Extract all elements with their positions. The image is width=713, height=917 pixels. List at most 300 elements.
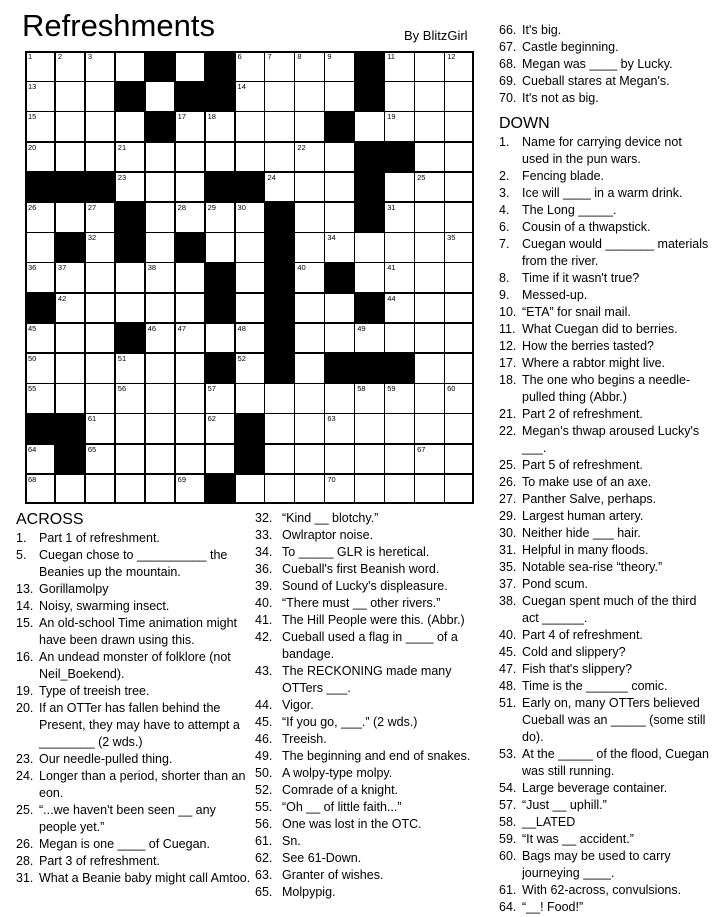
clue-item xyxy=(16,581,252,598)
grid-cell[interactable] xyxy=(294,383,324,414)
grid-cell[interactable] xyxy=(264,444,294,475)
grid-cell[interactable] xyxy=(55,142,85,173)
clue-item xyxy=(499,73,709,90)
grid-cell[interactable] xyxy=(85,111,115,142)
clue-item xyxy=(499,848,709,882)
clue-item xyxy=(499,406,709,423)
grid-block xyxy=(55,232,85,263)
grid-cell[interactable] xyxy=(25,323,55,354)
grid-cell[interactable] xyxy=(354,444,384,475)
grid-number: 18 xyxy=(207,112,216,122)
grid-cell[interactable] xyxy=(145,323,175,354)
clue-number: 49. xyxy=(255,749,273,763)
grid-cell[interactable] xyxy=(444,51,474,82)
grid-cell[interactable] xyxy=(294,51,324,82)
clue-number: 37. xyxy=(499,577,517,591)
grid-cell[interactable] xyxy=(294,202,324,233)
grid-cell[interactable] xyxy=(175,202,205,233)
clue-number: 17. xyxy=(499,356,517,370)
clue-text: Fish that's slippery? xyxy=(522,662,633,676)
grid-cell[interactable] xyxy=(414,142,444,173)
grid-number: 2 xyxy=(57,52,63,61)
clue-item xyxy=(499,270,709,287)
grid-cell[interactable] xyxy=(205,111,235,142)
grid-cell[interactable] xyxy=(85,51,115,82)
grid-cell[interactable] xyxy=(444,262,474,293)
grid-cell[interactable] xyxy=(235,353,265,384)
clue-number: 53. xyxy=(499,747,517,761)
grid-cell[interactable] xyxy=(354,232,384,263)
clue-number: 30. xyxy=(499,526,517,540)
grid-cell[interactable] xyxy=(264,474,294,505)
grid-number: 13 xyxy=(28,82,37,92)
grid-cell[interactable] xyxy=(115,413,145,444)
grid-cell[interactable] xyxy=(205,323,235,354)
grid-cell[interactable] xyxy=(55,474,85,505)
clue-item xyxy=(499,491,709,508)
clue-item xyxy=(16,615,252,649)
grid-cell[interactable] xyxy=(85,444,115,475)
clue-text: The one who begins a needle-pulled thing (Abbr.) xyxy=(522,373,691,404)
grid-cell[interactable] xyxy=(115,262,145,293)
grid-cell[interactable] xyxy=(175,142,205,173)
grid-cell[interactable] xyxy=(384,202,414,233)
grid-cell[interactable] xyxy=(175,353,205,384)
grid-block xyxy=(115,202,145,233)
grid-cell[interactable] xyxy=(115,111,145,142)
grid-cell[interactable] xyxy=(145,474,175,505)
grid-cell[interactable] xyxy=(115,444,145,475)
grid-cell[interactable] xyxy=(384,323,414,354)
clue-text: Part 1 of refreshment. xyxy=(39,531,160,545)
clue-item xyxy=(255,799,495,816)
clue-item xyxy=(255,510,495,527)
grid-cell[interactable] xyxy=(115,51,145,82)
grid-cell[interactable] xyxy=(444,172,474,203)
grid-number: 44 xyxy=(387,293,396,303)
grid-cell[interactable] xyxy=(145,202,175,233)
clue-item xyxy=(255,612,495,629)
grid-cell[interactable] xyxy=(324,172,354,203)
grid-cell[interactable] xyxy=(294,232,324,263)
clue-item xyxy=(499,236,709,270)
grid-cell[interactable] xyxy=(414,474,444,505)
grid-number: 46 xyxy=(147,323,157,333)
grid-cell[interactable] xyxy=(384,262,414,293)
grid-cell[interactable] xyxy=(145,232,175,263)
grid-cell[interactable] xyxy=(235,81,265,112)
grid-number: 69 xyxy=(177,474,186,484)
grid-block xyxy=(205,51,235,82)
grid-cell[interactable] xyxy=(294,81,324,112)
grid-cell[interactable] xyxy=(324,142,354,173)
clue-item xyxy=(255,850,495,867)
clue-number: 26. xyxy=(499,475,517,489)
clue-text: “ETA” for snail mail. xyxy=(522,305,631,319)
grid-cell[interactable] xyxy=(414,51,444,82)
grid-cell[interactable] xyxy=(115,293,145,324)
clue-number: 67. xyxy=(499,40,517,54)
clue-item xyxy=(499,627,709,644)
grid-cell[interactable] xyxy=(264,413,294,444)
grid-cell[interactable] xyxy=(444,232,474,263)
grid-number: 42 xyxy=(57,293,67,303)
grid-cell[interactable] xyxy=(25,353,55,384)
grid-cell[interactable] xyxy=(235,262,265,293)
clue-number: 24. xyxy=(16,769,34,783)
grid-cell[interactable] xyxy=(264,111,294,142)
grid-cell[interactable] xyxy=(384,81,414,112)
grid-cell[interactable] xyxy=(175,262,205,293)
grid-cell[interactable] xyxy=(25,444,55,475)
clue-text: Where a rabtor might live. xyxy=(522,356,666,370)
grid-cell[interactable] xyxy=(175,172,205,203)
grid-cell[interactable] xyxy=(145,293,175,324)
clue-number: 5. xyxy=(16,548,27,562)
grid-cell[interactable] xyxy=(354,474,384,505)
grid-cell[interactable] xyxy=(25,383,55,414)
grid-cell[interactable] xyxy=(324,232,354,263)
grid-cell[interactable] xyxy=(115,474,145,505)
grid-block xyxy=(324,262,354,293)
grid-cell[interactable] xyxy=(414,383,444,414)
grid-cell[interactable] xyxy=(205,232,235,263)
across-clues-column-1 xyxy=(16,510,252,887)
grid-block xyxy=(354,142,384,173)
grid-cell[interactable] xyxy=(444,142,474,173)
clue-number: 54. xyxy=(499,781,517,795)
grid-cell[interactable] xyxy=(85,353,115,384)
clue-text: If an OTTer has fallen behind the Present, they may have to attempt a ________ (2 wds.) xyxy=(39,701,240,749)
grid-cell[interactable] xyxy=(55,51,85,82)
grid-cell[interactable] xyxy=(175,323,205,354)
grid-cell[interactable] xyxy=(55,202,85,233)
grid-cell[interactable] xyxy=(235,293,265,324)
grid-cell[interactable] xyxy=(414,353,444,384)
clue-text: What a Beanie baby might call Amtoo. xyxy=(39,871,251,885)
grid-cell[interactable] xyxy=(354,262,384,293)
grid-block xyxy=(55,444,85,475)
grid-cell[interactable] xyxy=(85,323,115,354)
clue-text: Part 2 of refreshment. xyxy=(522,407,643,421)
grid-number: 30 xyxy=(237,203,246,212)
grid-number: 50 xyxy=(28,354,37,363)
grid-cell[interactable] xyxy=(444,413,474,444)
grid-number: 27 xyxy=(87,203,97,212)
grid-cell[interactable] xyxy=(205,202,235,233)
clue-item xyxy=(499,678,709,695)
grid-cell[interactable] xyxy=(85,202,115,233)
grid-cell[interactable] xyxy=(25,81,55,112)
grid-cell[interactable] xyxy=(444,474,474,505)
grid-cell[interactable] xyxy=(55,262,85,293)
clue-text: Granter of wishes. xyxy=(282,868,384,882)
grid-cell[interactable] xyxy=(175,474,205,505)
grid-cell[interactable] xyxy=(115,383,145,414)
grid-cell[interactable] xyxy=(55,353,85,384)
grid-cell[interactable] xyxy=(145,81,175,112)
grid-cell[interactable] xyxy=(25,111,55,142)
grid-cell[interactable] xyxy=(55,111,85,142)
grid-cell[interactable] xyxy=(444,111,474,142)
clue-item xyxy=(16,768,252,802)
grid-cell[interactable] xyxy=(354,323,384,354)
clue-item xyxy=(499,831,709,848)
grid-block xyxy=(235,172,265,203)
grid-cell[interactable] xyxy=(55,81,85,112)
grid-cell[interactable] xyxy=(444,81,474,112)
grid-cell[interactable] xyxy=(264,142,294,173)
grid-cell[interactable] xyxy=(324,383,354,414)
clue-number: 68. xyxy=(499,57,517,71)
grid-cell[interactable] xyxy=(235,142,265,173)
clue-number: 52. xyxy=(255,783,273,797)
grid-cell[interactable] xyxy=(414,232,444,263)
grid-cell[interactable] xyxy=(294,262,324,293)
clue-number: 55. xyxy=(255,800,273,814)
clue-number: 40. xyxy=(499,628,517,642)
across-header: ACROSS xyxy=(16,511,84,528)
grid-cell[interactable] xyxy=(444,353,474,384)
grid-block xyxy=(264,353,294,384)
grid-cell[interactable] xyxy=(235,383,265,414)
grid-cell[interactable] xyxy=(264,51,294,82)
grid-cell[interactable] xyxy=(85,474,115,505)
clue-text: Noisy, swarming insect. xyxy=(39,599,170,613)
clue-item xyxy=(16,547,252,581)
grid-cell[interactable] xyxy=(175,413,205,444)
grid-cell[interactable] xyxy=(115,142,145,173)
grid-cell[interactable] xyxy=(25,51,55,82)
clue-number: 1. xyxy=(499,135,510,149)
clue-item xyxy=(499,304,709,321)
grid-cell[interactable] xyxy=(264,172,294,203)
grid-cell[interactable] xyxy=(85,383,115,414)
grid-cell[interactable] xyxy=(175,444,205,475)
grid-cell[interactable] xyxy=(384,383,414,414)
clue-text: Sn. xyxy=(282,834,301,848)
grid-cell[interactable] xyxy=(145,142,175,173)
clue-number: 38. xyxy=(499,594,517,608)
clue-text: __LATED xyxy=(522,815,576,829)
grid-cell[interactable] xyxy=(264,383,294,414)
grid-cell[interactable] xyxy=(384,111,414,142)
clue-number: 44. xyxy=(255,698,273,712)
clue-text: Cueball's first Beanish word. xyxy=(282,562,440,576)
grid-cell[interactable] xyxy=(55,323,85,354)
grid-cell[interactable] xyxy=(25,202,55,233)
grid-block xyxy=(354,172,384,203)
clue-item xyxy=(499,22,709,39)
grid-cell[interactable] xyxy=(85,81,115,112)
grid-cell[interactable] xyxy=(294,142,324,173)
grid-number: 39 xyxy=(207,263,216,273)
grid-cell[interactable] xyxy=(235,51,265,82)
grid-cell[interactable] xyxy=(145,383,175,414)
grid-cell[interactable] xyxy=(175,51,205,82)
grid-block xyxy=(25,293,55,324)
clue-text: Comrade of a knight. xyxy=(282,783,399,797)
grid-cell[interactable] xyxy=(294,323,324,354)
clue-item xyxy=(499,90,709,107)
grid-block xyxy=(25,172,55,203)
grid-cell[interactable] xyxy=(294,293,324,324)
grid-number: 63 xyxy=(327,414,336,424)
grid-cell[interactable] xyxy=(414,444,444,475)
grid-block xyxy=(115,232,145,263)
clue-number: 40. xyxy=(255,596,273,610)
grid-cell[interactable] xyxy=(324,81,354,112)
grid-cell[interactable] xyxy=(354,413,384,444)
grid-cell[interactable] xyxy=(205,444,235,475)
clue-text: Neither hide ___ hair. xyxy=(522,526,641,540)
grid-cell[interactable] xyxy=(294,413,324,444)
grid-cell[interactable] xyxy=(444,323,474,354)
grid-cell[interactable] xyxy=(145,444,175,475)
grid-cell[interactable] xyxy=(55,383,85,414)
grid-cell[interactable] xyxy=(145,172,175,203)
clue-text: The Hill People were this. (Abbr.) xyxy=(282,613,465,627)
grid-block xyxy=(205,474,235,505)
across-clues-column-2 xyxy=(255,510,495,901)
grid-cell[interactable] xyxy=(414,293,444,324)
grid-cell[interactable] xyxy=(145,262,175,293)
grid-cell[interactable] xyxy=(414,202,444,233)
grid-cell[interactable] xyxy=(354,383,384,414)
grid-cell[interactable] xyxy=(414,413,444,444)
grid-cell[interactable] xyxy=(384,232,414,263)
grid-number: 14 xyxy=(237,82,246,92)
grid-cell[interactable] xyxy=(384,293,414,324)
clue-text: Molpypig. xyxy=(282,885,336,899)
grid-number: 25 xyxy=(417,172,426,182)
grid-cell[interactable] xyxy=(414,81,444,112)
grid-cell[interactable] xyxy=(444,383,474,414)
clue-item xyxy=(255,816,495,833)
clue-text: At the _____ of the flood, Cuegan was still running. xyxy=(522,747,709,778)
grid-cell[interactable] xyxy=(235,232,265,263)
grid-block xyxy=(264,202,294,233)
grid-cell[interactable] xyxy=(25,262,55,293)
grid-cell[interactable] xyxy=(414,111,444,142)
grid-cell[interactable] xyxy=(205,142,235,173)
grid-cell[interactable] xyxy=(384,413,414,444)
grid-cell[interactable] xyxy=(324,444,354,475)
grid-cell[interactable] xyxy=(55,293,85,324)
grid-number: 24 xyxy=(267,172,276,182)
grid-block xyxy=(235,444,265,475)
grid-cell[interactable] xyxy=(205,413,235,444)
grid-cell[interactable] xyxy=(324,323,354,354)
clue-item xyxy=(255,765,495,782)
grid-cell[interactable] xyxy=(85,262,115,293)
grid-number: 15 xyxy=(28,112,37,122)
grid-cell[interactable] xyxy=(384,444,414,475)
clue-item xyxy=(499,168,709,185)
grid-cell[interactable] xyxy=(85,413,115,444)
grid-cell[interactable] xyxy=(25,474,55,505)
grid-cell[interactable] xyxy=(354,111,384,142)
grid-number: 70 xyxy=(327,474,336,484)
clue-number: 69. xyxy=(499,74,517,88)
clue-number: 70. xyxy=(499,91,517,105)
grid-number: 38 xyxy=(147,263,157,273)
grid-cell[interactable] xyxy=(264,81,294,112)
clue-number: 13. xyxy=(16,582,34,596)
grid-cell[interactable] xyxy=(324,474,354,505)
clue-number: 9. xyxy=(499,288,510,302)
grid-cell[interactable] xyxy=(25,142,55,173)
grid-cell[interactable] xyxy=(25,232,55,263)
grid-cell[interactable] xyxy=(115,172,145,203)
grid-number: 8 xyxy=(297,52,302,61)
grid-cell[interactable] xyxy=(324,413,354,444)
grid-number: 56 xyxy=(117,384,127,394)
grid-cell[interactable] xyxy=(235,111,265,142)
grid-cell[interactable] xyxy=(444,293,474,324)
grid-cell[interactable] xyxy=(324,51,354,82)
grid-number: 9 xyxy=(327,52,332,61)
clue-item xyxy=(499,287,709,304)
grid-cell[interactable] xyxy=(444,444,474,475)
grid-cell[interactable] xyxy=(115,353,145,384)
grid-cell[interactable] xyxy=(235,323,265,354)
grid-cell[interactable] xyxy=(384,172,414,203)
clue-item xyxy=(499,219,709,236)
grid-cell[interactable] xyxy=(205,383,235,414)
clue-text: Cuegan spent much of the third act ______. xyxy=(522,594,697,625)
grid-cell[interactable] xyxy=(175,383,205,414)
grid-cell[interactable] xyxy=(175,111,205,142)
grid-cell[interactable] xyxy=(85,293,115,324)
clue-text: Bags may be used to carry journeying ____. xyxy=(522,849,671,880)
clue-text: Time if it wasn't true? xyxy=(522,271,640,285)
grid-cell[interactable] xyxy=(235,474,265,505)
clue-number: 56. xyxy=(255,817,273,831)
grid-cell[interactable] xyxy=(384,474,414,505)
grid-cell[interactable] xyxy=(444,202,474,233)
grid-number: 16 xyxy=(147,112,157,122)
grid-cell[interactable] xyxy=(324,202,354,233)
clue-number: 36. xyxy=(255,562,273,576)
grid-cell[interactable] xyxy=(414,172,444,203)
grid-cell[interactable] xyxy=(85,142,115,173)
grid-cell[interactable] xyxy=(235,202,265,233)
grid-block xyxy=(324,111,354,142)
clue-item xyxy=(16,870,252,887)
grid-cell[interactable] xyxy=(294,111,324,142)
clue-text: The RECKONING made many OTTers ___. xyxy=(282,664,452,695)
grid-cell[interactable] xyxy=(294,172,324,203)
clue-text: Cueball stares at Megan's. xyxy=(522,74,670,88)
clue-text: Helpful in many floods. xyxy=(522,543,649,557)
grid-cell[interactable] xyxy=(145,353,175,384)
grid-cell[interactable] xyxy=(414,262,444,293)
grid-number: 32 xyxy=(87,233,97,243)
grid-cell[interactable] xyxy=(414,323,444,354)
grid-cell[interactable] xyxy=(145,413,175,444)
grid-cell[interactable] xyxy=(324,293,354,324)
grid-cell[interactable] xyxy=(294,444,324,475)
grid-cell[interactable] xyxy=(294,353,324,384)
puzzle-title: Refreshments xyxy=(22,8,215,43)
grid-cell[interactable] xyxy=(175,293,205,324)
grid-block xyxy=(55,413,85,444)
grid-block xyxy=(175,81,205,112)
grid-cell[interactable] xyxy=(384,51,414,82)
grid-cell[interactable] xyxy=(85,232,115,263)
grid-cell[interactable] xyxy=(294,474,324,505)
